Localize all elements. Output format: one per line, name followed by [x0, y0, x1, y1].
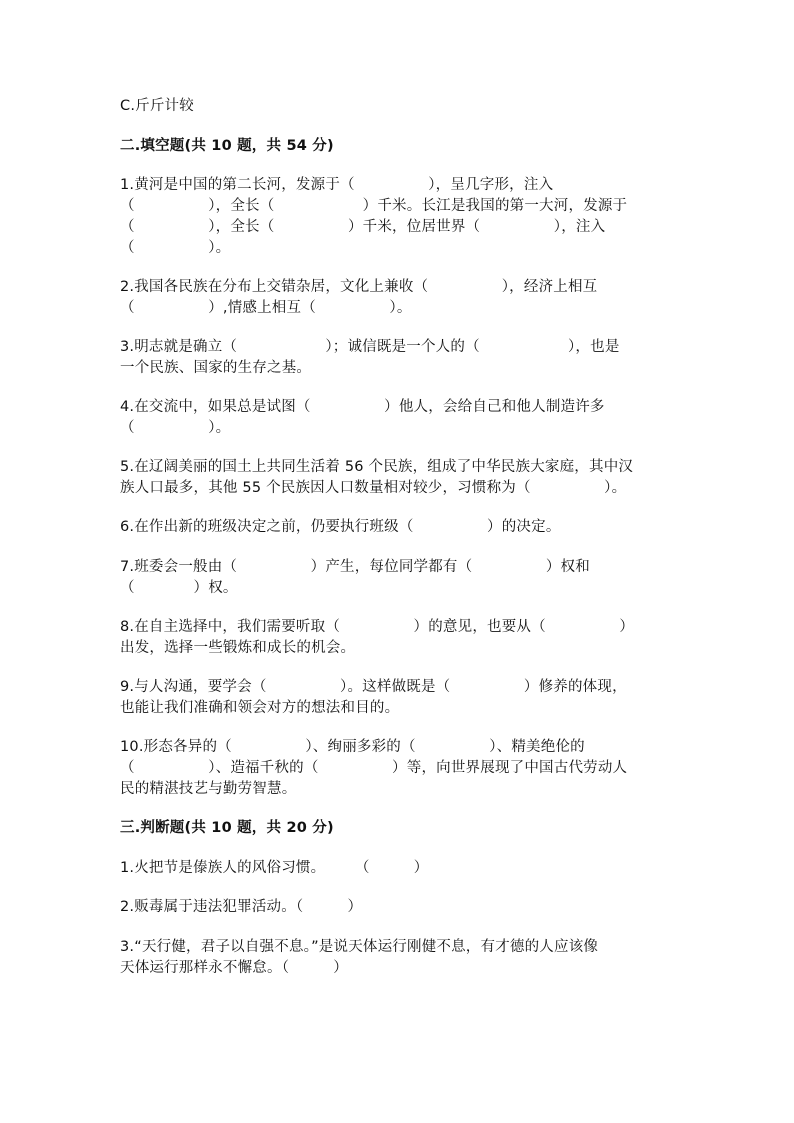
q8-line: 出发，选择一些锻炼和成长的机会。 [120, 640, 356, 656]
judgment-1: 1.火把节是傣族人的风俗习惯。 （ ） [120, 860, 429, 876]
q10-line: 10.形态各异的（ ）、绚丽多彩的（ ）、精美绝伦的 [120, 739, 585, 755]
q4-line: （ ）。 [120, 420, 231, 436]
j3-line: 天体运行那样永不懈怠。（ ） [120, 960, 348, 976]
j3-line: 3.“天行健，君子以自强不息。”是说天体运行刚健不息，有才德的人应该像 [120, 939, 599, 955]
q9-line: 也能让我们准确和领会对方的想法和目的。 [120, 700, 400, 716]
q1-line: （ ）。 [120, 240, 231, 256]
q10-line: 民的精湛技艺与勤劳智慧。 [120, 781, 297, 797]
q5-line: 5.在辽阔美丽的国土上共同生活着 56 个民族，组成了中华民族大家庭，其中汉 [120, 459, 634, 475]
option-c: C.斤斤计较 [120, 98, 194, 114]
judgment-2: 2.贩毒属于违法犯罪活动。（ ） [120, 899, 363, 915]
q6-line: 6.在作出新的班级决定之前，仍要执行班级（ ）的决定。 [120, 519, 561, 535]
q4-line: 4.在交流中，如果总是试图（ ）他人，会给自己和他人制造许多 [120, 399, 605, 415]
q1-line: （ ），全长（ ）千米。长江是我国的第一大河，发源于 [120, 198, 628, 214]
q3-line: 3.明志就是确立（ ）；诚信既是一个人的（ ），也是 [120, 339, 620, 355]
q1-line: （ ），全长（ ）千米，位居世界（ ），注入 [120, 219, 606, 235]
q8-line: 8.在自主选择中，我们需要听取（ ）的意见，也要从（ ） [120, 619, 635, 635]
q9-line: 9.与人沟通，要学会（ ）。这样做既是（ ）修养的体现， [120, 679, 627, 695]
q2-line: 2.我国各民族在分布上交错杂居，文化上兼收（ ），经济上相互 [120, 279, 598, 295]
q1-line: 1.黄河是中国的第二长河，发源于（ ），呈几字形，注入 [120, 177, 554, 193]
q7-line: （ ）权。 [120, 580, 238, 596]
q2-line: （ ）,情感上相互（ ）。 [120, 300, 412, 316]
q3-line: 一个民族、国家的生存之基。 [120, 360, 312, 376]
q5-line: 族人口最多，其他 55 个民族因人口数量相对较少，习惯称为（ ）。 [120, 480, 627, 496]
q10-line: （ ）、造福千秋的（ ）等，向世界展现了中国古代劳动人 [120, 760, 628, 776]
section3-heading: 三.判断题(共 10 题，共 20 分) [120, 820, 334, 836]
q7-line: 7.班委会一般由（ ）产生，每位同学都有（ ）权和 [120, 559, 590, 575]
section2-heading: 二.填空题(共 10 题，共 54 分) [120, 138, 334, 154]
